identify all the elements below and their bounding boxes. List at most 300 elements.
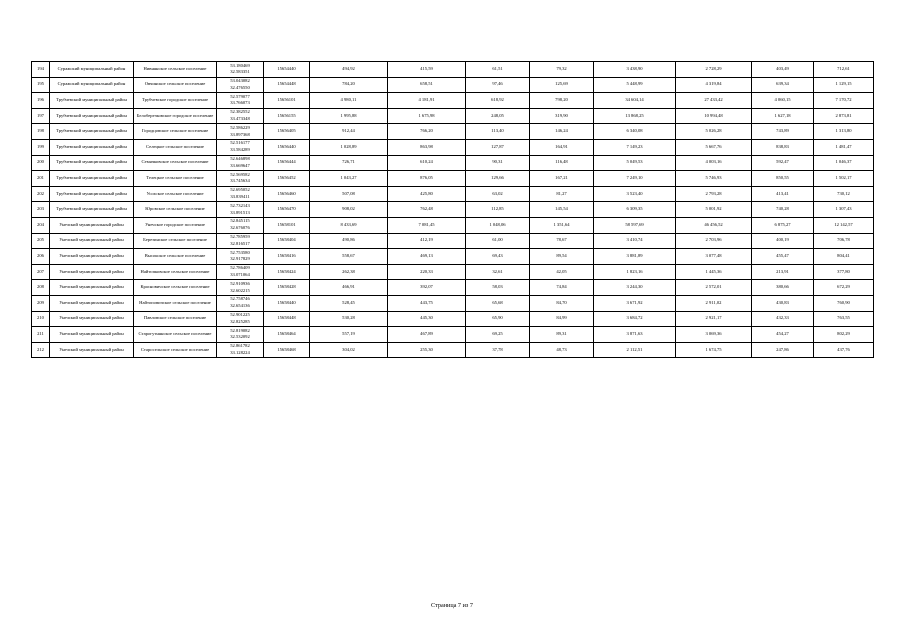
value-cell: 2 911,02 [676, 295, 752, 311]
value-cell: 3 881,89 [594, 249, 676, 265]
district-cell: Трубчевский муниципальный район [50, 139, 134, 155]
value-cell: 6 309,35 [594, 202, 676, 218]
district-cell: Унечский муниципальный район [50, 233, 134, 249]
longitude-value: 33.473348 [230, 116, 250, 122]
value-cell: 530,28 [310, 311, 388, 327]
row-number: 208 [32, 280, 50, 296]
coordinates-cell [217, 77, 264, 93]
table-row [32, 139, 874, 155]
latitude-value: 52.695052 [230, 187, 250, 193]
row-number: 196 [32, 93, 50, 109]
value-cell: 27 433,42 [676, 93, 752, 109]
value-cell: 4 980,11 [310, 93, 388, 109]
table-row [32, 155, 874, 171]
settlement-cell: Павловское сельское поселение [134, 311, 217, 327]
row-number: 211 [32, 327, 50, 343]
value-cell: 784,20 [310, 77, 388, 93]
value-cell: 3 671,92 [594, 295, 676, 311]
value-cell: 466,91 [310, 280, 388, 296]
value-cell: 164,91 [530, 139, 594, 155]
value-cell: 412,19 [388, 233, 466, 249]
table-row [32, 233, 874, 249]
code-cell: 15654440 [264, 62, 310, 78]
value-cell: 146,24 [530, 124, 594, 140]
value-cell: 2 873,81 [814, 108, 874, 124]
value-cell: 5 026,28 [676, 124, 752, 140]
table-row [32, 327, 874, 343]
value-cell: 908,02 [310, 202, 388, 218]
value-cell: 84,99 [530, 311, 594, 327]
value-cell: 712,61 [814, 62, 874, 78]
value-cell: 248,05 [466, 108, 530, 124]
value-cell: 125,69 [530, 77, 594, 93]
latitude-value: 52.786409 [230, 265, 250, 271]
settlement-cell: Березинское сельское поселение [134, 233, 217, 249]
coordinates-cell [217, 171, 264, 187]
value-cell: 1 351,64 [530, 217, 594, 233]
value-cell: 443,75 [388, 295, 466, 311]
coordinates-cell [217, 233, 264, 249]
value-cell: 380,66 [752, 280, 814, 296]
value-cell: 5 667,76 [676, 139, 752, 155]
value-cell: 3 077,48 [676, 249, 752, 265]
table-row [32, 295, 874, 311]
code-cell: 15658424 [264, 264, 310, 280]
code-cell: 15658428 [264, 280, 310, 296]
row-number: 210 [32, 311, 50, 327]
value-cell: 3 684,72 [594, 311, 676, 327]
value-cell: 469,13 [388, 249, 466, 265]
longitude-value: 32.825285 [230, 318, 250, 324]
longitude-value: 33.669647 [230, 162, 250, 168]
longitude-value: 32.816517 [230, 240, 250, 246]
table-row [32, 311, 874, 327]
coordinates-cell [217, 62, 264, 78]
table-body [32, 62, 874, 358]
coordinates-cell [217, 202, 264, 218]
row-number: 199 [32, 139, 50, 155]
value-cell: 79,32 [530, 62, 594, 78]
settlement-cell: Семячковское сельское поселение [134, 155, 217, 171]
table-row [32, 108, 874, 124]
longitude-value: 32.602215 [230, 287, 250, 293]
code-cell: 15658448 [264, 311, 310, 327]
table-row [32, 77, 874, 93]
settlement-cell: Усохское сельское поселение [134, 186, 217, 202]
latitude-value: 52.646898 [230, 156, 250, 162]
row-number: 202 [32, 186, 50, 202]
longitude-value: 32.532092 [230, 334, 250, 340]
value-cell: 1 445,36 [676, 264, 752, 280]
code-cell: 15658464 [264, 327, 310, 343]
settlement-cell: Старосельское сельское поселение [134, 342, 217, 358]
value-cell: 13 868,25 [594, 108, 676, 124]
value-cell: 592,47 [752, 155, 814, 171]
value-cell: 3 438,90 [594, 62, 676, 78]
value-cell: 32,61 [466, 264, 530, 280]
longitude-value: 32.676076 [230, 225, 250, 231]
value-cell: 34 604,14 [594, 93, 676, 109]
latitude-value: 52.732143 [230, 202, 250, 208]
longitude-value: 33.745634 [230, 178, 250, 184]
value-cell: 84,70 [530, 295, 594, 311]
value-cell: 740,28 [752, 202, 814, 218]
coordinates-cell [217, 280, 264, 296]
value-cell: 220,33 [388, 264, 466, 280]
value-cell: 726,71 [310, 155, 388, 171]
value-cell: 762,48 [388, 202, 466, 218]
value-cell: 74,84 [530, 280, 594, 296]
value-cell: 4 181,91 [388, 93, 466, 109]
value-cell: 113,40 [466, 124, 530, 140]
table-row [32, 249, 874, 265]
settlement-cell: Телецкое сельское поселение [134, 171, 217, 187]
value-cell: 7 081,45 [388, 217, 466, 233]
value-cell: 4 319,84 [676, 77, 752, 93]
value-cell: 1 627,18 [752, 108, 814, 124]
row-number: 200 [32, 155, 50, 171]
settlement-cell: Нивнянское сельское поселение [134, 62, 217, 78]
value-cell: 304,02 [310, 342, 388, 358]
district-cell: Унечский муниципальный район [50, 327, 134, 343]
longitude-value: 32.583351 [230, 69, 250, 75]
value-cell: 876,05 [388, 171, 466, 187]
coordinates-cell [217, 93, 264, 109]
value-cell: 69,43 [466, 249, 530, 265]
value-cell: 37,78 [466, 342, 530, 358]
value-cell: 445,30 [388, 311, 466, 327]
latitude-value: 52.579077 [230, 93, 250, 99]
value-cell: 763,55 [814, 311, 874, 327]
district-cell: Суражский муниципальный район [50, 62, 134, 78]
value-cell: 1 675,98 [388, 108, 466, 124]
longitude-value: 33.128224 [230, 349, 250, 355]
value-cell: 7 149,23 [594, 139, 676, 155]
district-cell: Унечский муниципальный район [50, 295, 134, 311]
value-cell: 65,68 [466, 295, 530, 311]
value-cell: 89,31 [530, 327, 594, 343]
settlement-cell: Трубчевское городское поселение [134, 93, 217, 109]
value-cell: 7 170,72 [814, 93, 874, 109]
longitude-value: 32.476550 [230, 84, 250, 90]
district-cell: Трубчевский муниципальный район [50, 124, 134, 140]
district-cell: Унечский муниципальный район [50, 249, 134, 265]
value-cell: 2 112,51 [594, 342, 676, 358]
value-cell: 490,86 [310, 233, 388, 249]
value-cell: 69,25 [466, 327, 530, 343]
code-cell: 15656460 [264, 186, 310, 202]
value-cell: 6 340,08 [594, 124, 676, 140]
coordinates-cell [217, 155, 264, 171]
code-cell: 15656405 [264, 124, 310, 140]
value-cell: 5 746,93 [676, 171, 752, 187]
value-cell: 2 921,17 [676, 311, 752, 327]
coordinates-cell [217, 217, 264, 233]
value-cell: 65,90 [466, 311, 530, 327]
latitude-value: 52.586229 [230, 124, 250, 130]
value-cell: 2 703,96 [676, 233, 752, 249]
value-cell: 6 875,27 [752, 217, 814, 233]
value-cell: 1 313,80 [814, 124, 874, 140]
value-cell: 42,05 [530, 264, 594, 280]
value-cell: 61,51 [466, 62, 530, 78]
value-cell: 377,80 [814, 264, 874, 280]
value-cell: 90,31 [466, 155, 530, 171]
row-number: 207 [32, 264, 50, 280]
row-number: 195 [32, 77, 50, 93]
value-cell: 413,41 [752, 186, 814, 202]
value-cell: 1 129,15 [814, 77, 874, 93]
latitude-value: 52.861782 [230, 343, 250, 349]
settlement-cell: Унечское городское поселение [134, 217, 217, 233]
district-cell: Суражский муниципальный район [50, 77, 134, 93]
coordinates-cell [217, 108, 264, 124]
longitude-value: 33.891513 [230, 209, 250, 215]
code-cell: 15656440 [264, 139, 310, 155]
code-cell: 15656444 [264, 155, 310, 171]
settlement-cell: Овчинское сельское поселение [134, 77, 217, 93]
settlement-cell: Высокское сельское поселение [134, 249, 217, 265]
value-cell: 78,67 [530, 233, 594, 249]
district-cell: Трубчевский муниципальный район [50, 171, 134, 187]
settlement-cell: Городцовское сельское поселение [134, 124, 217, 140]
value-cell: 61,00 [466, 233, 530, 249]
longitude-value: 33.839411 [230, 194, 250, 200]
value-cell: 2 728,29 [676, 62, 752, 78]
value-cell: 403,49 [752, 62, 814, 78]
value-cell: 3 523,40 [594, 186, 676, 202]
value-cell: 3 244,30 [594, 280, 676, 296]
value-cell: 528,45 [310, 295, 388, 311]
latitude-value: 52.753580 [230, 249, 250, 255]
latitude-value: 52.382552 [230, 109, 250, 115]
value-cell: 400,19 [752, 233, 814, 249]
row-number: 201 [32, 171, 50, 187]
data-table [31, 61, 874, 358]
settlement-cell: Красновичское сельское поселение [134, 280, 217, 296]
code-cell: 15656470 [264, 202, 310, 218]
longitude-value: 33.766073 [230, 100, 250, 106]
value-cell: 507,08 [310, 186, 388, 202]
value-cell: 112,85 [466, 202, 530, 218]
latitude-value: 52.845115 [230, 218, 250, 224]
value-cell: 247,86 [752, 342, 814, 358]
value-cell: 415,59 [388, 62, 466, 78]
table-row [32, 202, 874, 218]
code-cell: 15658101 [264, 217, 310, 233]
settlement-cell: Юровское сельское поселение [134, 202, 217, 218]
district-cell: Трубчевский муниципальный район [50, 186, 134, 202]
coordinates-cell [217, 249, 264, 265]
value-cell: 706,78 [814, 233, 874, 249]
value-cell: 430,83 [752, 295, 814, 311]
row-number: 198 [32, 124, 50, 140]
value-cell: 89,54 [530, 249, 594, 265]
code-cell: 15656452 [264, 171, 310, 187]
district-cell: Унечский муниципальный район [50, 311, 134, 327]
latitude-value: 52.569582 [230, 171, 250, 177]
row-number: 206 [32, 249, 50, 265]
latitude-value: 52.819082 [230, 327, 250, 333]
value-cell: 804,41 [814, 249, 874, 265]
value-cell: 2 572,01 [676, 280, 752, 296]
value-cell: 1 674,75 [676, 342, 752, 358]
table-row [32, 280, 874, 296]
value-cell: 10 994,48 [676, 108, 752, 124]
value-cell: 618,92 [466, 93, 530, 109]
longitude-value: 32.917829 [230, 256, 250, 262]
value-cell: 48,73 [530, 342, 594, 358]
code-cell: 15658404 [264, 233, 310, 249]
value-cell: 8 433,69 [310, 217, 388, 233]
value-cell: 4 060,15 [752, 93, 814, 109]
coordinates-cell [217, 124, 264, 140]
value-cell: 467,89 [388, 327, 466, 343]
row-number: 194 [32, 62, 50, 78]
coordinates-cell [217, 327, 264, 343]
value-cell: 129,66 [466, 171, 530, 187]
code-cell: 15656101 [264, 93, 310, 109]
table-row [32, 124, 874, 140]
value-cell: 46 456,52 [676, 217, 752, 233]
settlement-cell: Найтоповичское сельское поселение [134, 295, 217, 311]
value-cell: 319,90 [530, 108, 594, 124]
table-row [32, 264, 874, 280]
value-cell: 1 046,37 [814, 155, 874, 171]
settlement-cell: Белоберезковское городское поселение [134, 108, 217, 124]
longitude-value: 33.897368 [230, 131, 250, 137]
district-cell: Унечский муниципальный район [50, 264, 134, 280]
value-cell: 850,55 [752, 171, 814, 187]
table-row [32, 93, 874, 109]
value-cell: 1 048,06 [466, 217, 530, 233]
value-cell: 639,34 [752, 77, 814, 93]
district-cell: Унечский муниципальный район [50, 342, 134, 358]
table-row [32, 186, 874, 202]
table-row [32, 171, 874, 187]
value-cell: 425,80 [388, 186, 466, 202]
value-cell: 255,30 [388, 342, 466, 358]
settlement-cell: Старогутнянское сельское поселение [134, 327, 217, 343]
value-cell: 437,76 [814, 342, 874, 358]
value-cell: 7 249,10 [594, 171, 676, 187]
value-cell: 262,38 [310, 264, 388, 280]
latitude-value: 52.785959 [230, 234, 250, 240]
value-cell: 167,21 [530, 171, 594, 187]
settlement-cell: Селецкое сельское поселение [134, 139, 217, 155]
longitude-value: 32.654136 [230, 303, 250, 309]
row-number: 197 [32, 108, 50, 124]
value-cell: 838,83 [752, 139, 814, 155]
longitude-value: 33.584289 [230, 147, 250, 153]
page-footer: Страница 7 из 7 [431, 602, 473, 609]
value-cell: 1 028,89 [310, 139, 388, 155]
value-cell: 455,47 [752, 249, 814, 265]
value-cell: 672,29 [814, 280, 874, 296]
value-cell: 63,02 [466, 186, 530, 202]
value-cell: 760,90 [814, 295, 874, 311]
value-cell: 863,98 [388, 139, 466, 155]
value-cell: 5 448,99 [594, 77, 676, 93]
row-number: 212 [32, 342, 50, 358]
value-cell: 743,89 [752, 124, 814, 140]
table-row [32, 342, 874, 358]
value-cell: 97,46 [466, 77, 530, 93]
value-cell: 432,33 [752, 311, 814, 327]
code-cell: 15656155 [264, 108, 310, 124]
value-cell: 4 003,16 [676, 155, 752, 171]
value-cell: 5 049,53 [594, 155, 676, 171]
coordinates-cell [217, 295, 264, 311]
coordinates-cell [217, 186, 264, 202]
latitude-value: 52.901225 [230, 312, 250, 317]
value-cell: 557,19 [310, 327, 388, 343]
value-cell: 658,51 [388, 77, 466, 93]
table-row [32, 217, 874, 233]
value-cell: 912,44 [310, 124, 388, 140]
value-cell: 58,03 [466, 280, 530, 296]
settlement-cell: Найтопковское сельское поселение [134, 264, 217, 280]
longitude-value: 33.071064 [230, 272, 250, 278]
value-cell: 494,92 [310, 62, 388, 78]
value-cell: 116,48 [530, 155, 594, 171]
value-cell: 145,54 [530, 202, 594, 218]
row-number: 204 [32, 217, 50, 233]
value-cell: 2 793,28 [676, 186, 752, 202]
row-number: 205 [32, 233, 50, 249]
latitude-value: 52.910936 [230, 280, 250, 286]
table-row [32, 62, 874, 78]
latitude-value: 52.758746 [230, 296, 250, 302]
district-cell: Трубчевский муниципальный район [50, 202, 134, 218]
latitude-value: 53.043082 [230, 78, 250, 84]
value-cell: 3 410,74 [594, 233, 676, 249]
row-number: 203 [32, 202, 50, 218]
district-cell: Унечский муниципальный район [50, 280, 134, 296]
row-number: 209 [32, 295, 50, 311]
code-cell: 15658440 [264, 295, 310, 311]
value-cell: 766,20 [388, 124, 466, 140]
value-cell: 1 823,16 [594, 264, 676, 280]
value-cell: 802,29 [814, 327, 874, 343]
value-cell: 1 502,17 [814, 171, 874, 187]
value-cell: 1 307,43 [814, 202, 874, 218]
value-cell: 3 871,63 [594, 327, 676, 343]
code-cell: 15654448 [264, 77, 310, 93]
coordinates-cell [217, 311, 264, 327]
value-cell: 58 597,69 [594, 217, 676, 233]
value-cell: 1 043,27 [310, 171, 388, 187]
district-cell: Трубчевский муниципальный район [50, 108, 134, 124]
value-cell: 5 001,92 [676, 202, 752, 218]
value-cell: 213,91 [752, 264, 814, 280]
value-cell: 730,12 [814, 186, 874, 202]
district-cell: Трубчевский муниципальный район [50, 155, 134, 171]
value-cell: 454,27 [752, 327, 814, 343]
value-cell: 798,20 [530, 93, 594, 109]
value-cell: 1 481,47 [814, 139, 874, 155]
latitude-value: 52.516177 [230, 140, 250, 146]
latitude-value: 53.180469 [230, 62, 250, 68]
value-cell: 1 995,88 [310, 108, 388, 124]
value-cell: 12 142,57 [814, 217, 874, 233]
value-cell: 3 069,36 [676, 327, 752, 343]
coordinates-cell [217, 139, 264, 155]
value-cell: 392,07 [388, 280, 466, 296]
value-cell: 81,27 [530, 186, 594, 202]
code-cell: 15658468 [264, 342, 310, 358]
code-cell: 15658416 [264, 249, 310, 265]
